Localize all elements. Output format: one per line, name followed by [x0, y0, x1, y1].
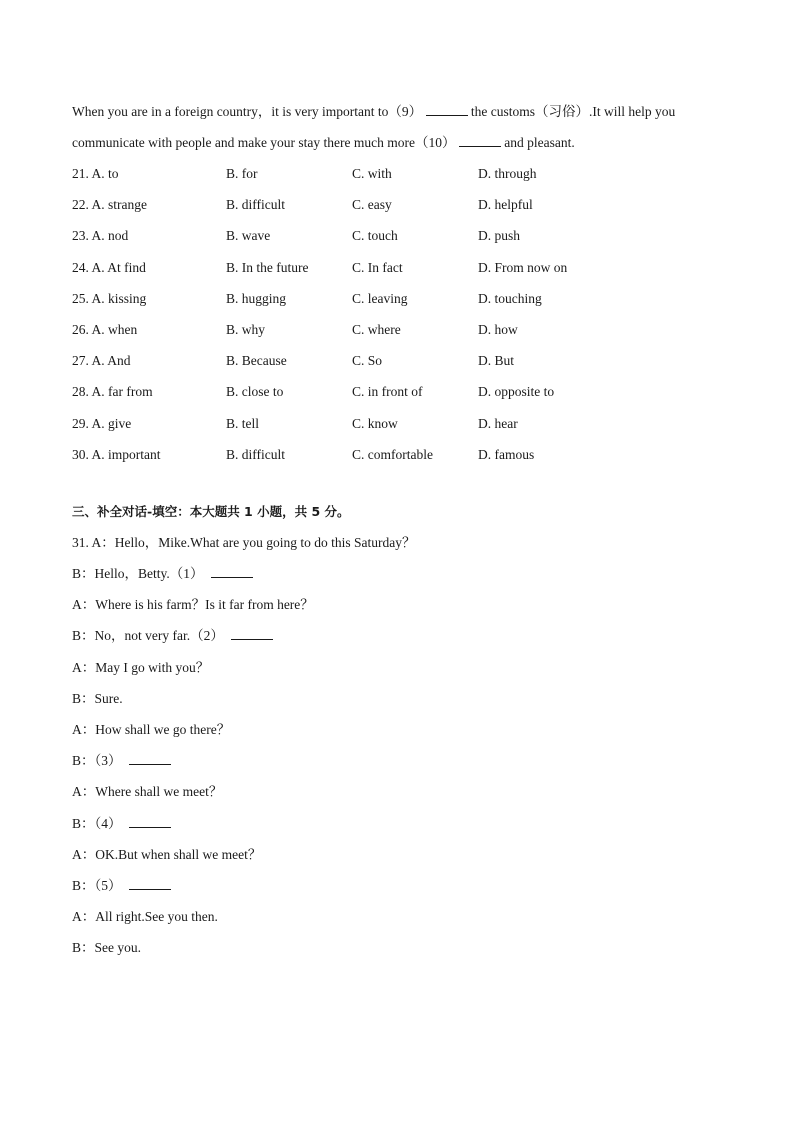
option-c: C. in front of — [352, 384, 423, 400]
dialogue-line — [72, 874, 732, 905]
dialogue-text: B：See you. — [72, 940, 141, 956]
passage — [72, 100, 732, 162]
dialogue-line — [72, 749, 732, 780]
dialogue-line — [72, 812, 732, 843]
option-row — [72, 380, 732, 411]
passage-line-2-before: communicate with people and make your stay there much more（10） — [72, 135, 456, 150]
dialogue-line — [72, 687, 732, 718]
document-page — [72, 100, 732, 968]
option-b: B. Because — [226, 353, 287, 369]
dialogue-text: A：Where shall we meet？ — [72, 784, 223, 800]
option-a: 21. A. to — [72, 166, 119, 181]
dialogue-text: B：（5） — [72, 877, 122, 893]
option-row — [72, 193, 732, 224]
option-row — [72, 224, 732, 255]
dialogue-line — [72, 718, 732, 749]
dialogue-text: B：Sure. — [72, 690, 123, 706]
option-d: D. push — [478, 228, 521, 244]
option-d: D. helpful — [478, 197, 533, 213]
dialogue-line — [72, 905, 732, 936]
option-a: 28. A. far from — [72, 384, 153, 400]
option-a: 25. A. kissing — [72, 290, 147, 306]
dialogue-line — [72, 780, 732, 811]
option-c: C. In fact — [352, 259, 403, 275]
option-d: D. opposite to — [478, 384, 555, 400]
option-row — [72, 443, 732, 474]
dialogue-text: B：（4） — [72, 815, 122, 831]
option-a: 26. A. when — [72, 321, 138, 337]
option-c: C. touch — [352, 228, 398, 244]
option-d: D. how — [478, 321, 518, 337]
option-d: D. hear — [478, 415, 518, 431]
options-list — [72, 162, 732, 474]
blank-10 — [459, 132, 501, 147]
option-b: B. why — [226, 321, 266, 337]
option-row — [72, 349, 732, 380]
dialogue-text: A：All right.See you then. — [72, 909, 218, 925]
passage-line-1-after: the customs（习俗）.It will help you — [470, 104, 676, 119]
option-c: C. where — [352, 321, 401, 337]
option-row — [72, 287, 732, 318]
passage-line-1-before: When you are in a foreign country，it is very important to（9） — [72, 104, 423, 119]
dialogue-line — [72, 593, 732, 624]
blank-1 — [211, 563, 253, 578]
option-d: D. through — [478, 166, 537, 181]
option-a: 23. A. nod — [72, 228, 129, 244]
option-row — [72, 162, 732, 193]
option-b: B. for — [226, 166, 258, 181]
dialogue-text: A：May I go with you？ — [72, 659, 210, 675]
blank-3 — [129, 750, 171, 765]
option-row — [72, 256, 732, 287]
section-title: 三、补全对话-填空：本大题共 1 小题，共 5 分。 — [72, 503, 350, 519]
option-a: 27. A. And — [72, 353, 131, 369]
option-d: D. From now on — [478, 259, 568, 275]
passage-line-1 — [72, 100, 732, 131]
option-b: B. wave — [226, 228, 271, 244]
dialogue-text: A：OK.But when shall we meet？ — [72, 846, 262, 862]
option-a: 30. A. important — [72, 446, 161, 462]
option-b: B. tell — [226, 415, 259, 431]
dialogue-text: B：No，not very far.（2） — [72, 628, 224, 644]
option-b: B. close to — [226, 384, 284, 400]
dialogue-text: A：Where is his farm？Is it far from here？ — [72, 597, 314, 613]
option-row — [72, 412, 732, 443]
blank-4 — [129, 813, 171, 828]
blank-5 — [129, 875, 171, 890]
dialogue-text: B：（3） — [72, 753, 122, 769]
option-b: B. hugging — [226, 290, 287, 306]
dialogue-text: B：Hello，Betty.（1） — [72, 566, 204, 582]
blank-9 — [426, 101, 468, 116]
dialogue-line — [72, 531, 732, 562]
option-b: B. difficult — [226, 197, 285, 213]
passage-line-2-after: and pleasant. — [504, 135, 575, 150]
option-c: C. leaving — [352, 290, 408, 306]
option-b: B. In the future — [226, 259, 309, 275]
option-d: D. But — [478, 353, 515, 369]
dialogue-line — [72, 624, 732, 655]
option-c: C. easy — [352, 197, 392, 213]
option-d: D. famous — [478, 446, 535, 462]
dialogue-line — [72, 936, 732, 967]
option-c: C. So — [352, 353, 383, 369]
option-a: 29. A. give — [72, 415, 132, 431]
dialogue-text: 31. A：Hello，Mike.What are you going to do this Saturday？ — [72, 534, 416, 550]
option-c: C. with — [352, 166, 392, 181]
option-a: 22. A. strange — [72, 197, 147, 213]
option-row — [72, 318, 732, 349]
option-a: 24. A. At find — [72, 259, 146, 275]
option-c: C. know — [352, 415, 398, 431]
blank-2 — [231, 625, 273, 640]
dialogue — [72, 531, 732, 968]
option-c: C. comfortable — [352, 446, 433, 462]
passage-line-2 — [72, 131, 732, 162]
option-d: D. touching — [478, 290, 542, 306]
dialogue-line — [72, 656, 732, 687]
dialogue-line — [72, 562, 732, 593]
dialogue-line — [72, 843, 732, 874]
dialogue-text: A：How shall we go there？ — [72, 722, 231, 737]
option-b: B. difficult — [226, 446, 285, 462]
